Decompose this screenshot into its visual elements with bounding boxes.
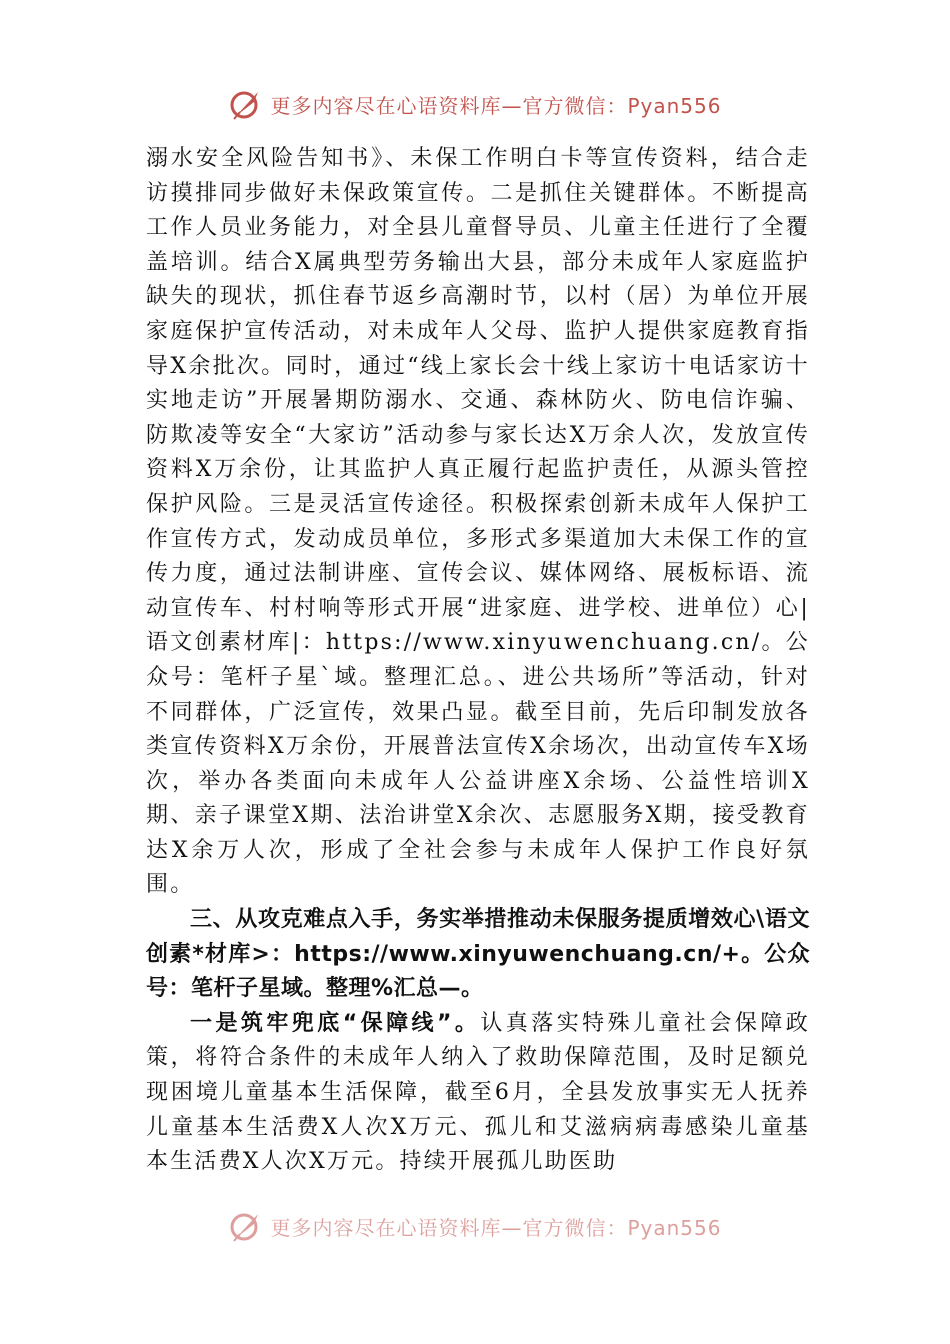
watermark-text: 更多内容尽在心语资料库—官方微信：Pyan556 [270, 1215, 722, 1240]
section-heading: 三、从攻克难点入手，务实举措推动未保服务提质增效心\语文创素*材库>：https://www.xinyuwenchuang.cn/+。公众号：笔杆子星域。整理%汇总—。 [146, 907, 810, 1002]
paragraph-publicity: 溺水安全风险告知书》、未保工作明白卡等宣传资料，结合走访摸排同步做好未保政策宣传。二是抓住关键群体。不断提高工作人员业务能力，对全县儿童督导员、儿童主任进行了全覆盖培训。结合X属典型劳务输出大县，部分未成年人家庭监护缺失的现状，抓住春节返乡高潮时节，以村（居）为单位开展家庭保护宣传活动，对未成年人父母、监护人提供家庭教育指导X余批次。同时，通过“线上家长会十线上家访十电话家访十实地走访”开展暑期防溺水、交通、森林防火、防电信诈骗、防欺凌等安全“大家访”活动参与家长达X万余人次，发放宣传资料X万余份，让其监护人真正履行起监护责任，从源头管控保护风险。三是灵活宣传途径。积极探索创新未成年人保护工作宣传方式，发动成员单位，多形式多渠道加大未保工作的宣传力度，通过法制讲座、宣传会议、媒体网络、展板标语、流动宣传车、村村响等形式开展“进家庭、进学校、进单位）心|语文创素材库|：https://www.xinyuwenchuang.cn/。公众号：笔杆子星`域。整理汇总。、进公共场所”等活动，针对不同群体，广泛宣传，效果凸显。截至目前，先后印制发放各类宣传资料X万余份，开展普法宣传X余场次，出动宣传车X场次，举办各类面向未成年人公益讲座X余场、公益性培训X期、亲子课堂X期、法治讲堂X余次、志愿服务X期，接受教育达X余万人次，形成了全社会参与未成年人保护工作良好氛围。 [146, 146, 810, 898]
watermark-banner-top [0, 86, 950, 122]
paragraph-safety-net [146, 1007, 810, 1180]
watermark-text: 更多内容尽在心语资料库—官方微信：Pyan556 [270, 93, 722, 118]
document-body [146, 142, 810, 1180]
quill-logo-icon [228, 1208, 264, 1244]
paragraph-lead: 一是筑牢兜底“保障线”。 [190, 1010, 481, 1036]
paragraph-text: 认真落实特殊儿童社会保障政策，将符合条件的未成年人纳入了救助保障范围，及时足额兑现困境儿童基本生活保障，截至6月，全县发放事实无人抚养儿童基本生活费X人次X万元、孤儿和艾滋病病毒感染儿童基本生活费X人次X万元。持续开展孤儿助医助 [146, 1010, 810, 1175]
watermark-banner-bottom [0, 1208, 950, 1244]
quill-logo-icon [228, 86, 264, 122]
